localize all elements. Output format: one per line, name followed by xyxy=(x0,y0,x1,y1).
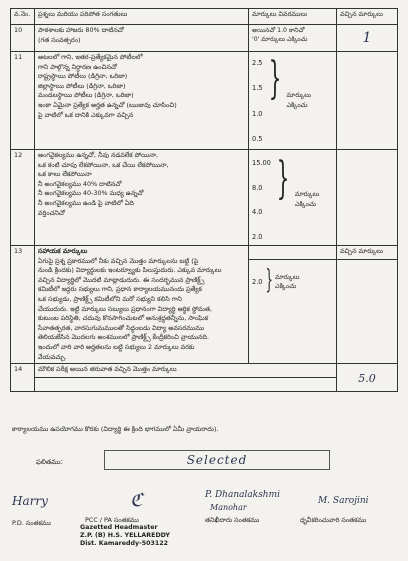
marks-values xyxy=(252,57,263,145)
row-question xyxy=(35,25,249,52)
pcc-signature-mark: ℭ xyxy=(130,490,143,511)
header-obtained: వచ్చిన మార్కులు xyxy=(337,9,398,25)
marks-values xyxy=(252,157,271,243)
obtained-cell xyxy=(337,260,398,364)
stamp-line: Dist. Kamareddy-503122 xyxy=(80,539,169,547)
mark-label: ఎక్కించు xyxy=(294,200,317,208)
question-line: వచ్చిన విద్యార్థిలో మొదటి మాట్లాడుదురు. ఈ సందర్భమున ప్రాణిక్ట్స్ xyxy=(38,275,205,284)
result-label: ఫలితము: xyxy=(36,458,63,466)
question-line: కమిటీలో ఇద్దరు సభ్యులు గాని, ప్రధాన కార్యాలయమునందు ప్రత్యేక xyxy=(38,285,202,294)
header-no: వ.నెం. xyxy=(11,9,35,25)
row-question xyxy=(35,52,249,150)
stamp-line: Z.P. (B) H.S. YELLAREDDY xyxy=(80,531,170,539)
question-line: వేయవచ్చు. xyxy=(38,352,67,361)
question-line: పాఠశాలకు హాజరు 80% దాటినచో xyxy=(38,26,124,34)
obtained-mark: 1 xyxy=(362,30,372,46)
question-line: సేవాతత్పరత, వారసుగుమములతో సిద్ధంబడు విద్యా అవసరముము xyxy=(38,323,205,332)
mark-label: మార్కులు xyxy=(286,91,311,100)
mark-label: ఎక్కించు xyxy=(275,282,297,291)
mark-value: 2.0 xyxy=(252,233,263,242)
office-use-note: కార్యాలయము ఉపయోగము కొరకు (విద్యార్థి ఈ క్రింది భాగములో ఏమీ వ్రాయరాదు). xyxy=(12,425,219,433)
header-marks-detail: మార్కులు వివరములు xyxy=(249,9,337,25)
question-line: ఒక సభ్యుడు, ప్రాణిక్ట్స్ కమిటీలోని మరో సభ్యుని కలిసి గాని xyxy=(38,295,182,304)
officer-label: ధృవీకరించువారి సంతకము xyxy=(300,516,367,524)
mark-value: 0.5 xyxy=(252,135,263,144)
mark-label: మార్కులు xyxy=(294,190,320,199)
row-number: 13 xyxy=(11,246,35,364)
brace-icon: } xyxy=(265,265,273,296)
pcc-label: PCC / PA సంతకము xyxy=(85,516,139,524)
row-marks-detail xyxy=(249,150,337,246)
question-line: అటలలో గాని, ఇతర-ప్రత్యేకమైన పోటీలలో xyxy=(38,53,143,61)
table-row-10 xyxy=(11,25,398,52)
row-number: 10 xyxy=(11,25,35,52)
row-question xyxy=(35,150,249,246)
table-header-row xyxy=(11,9,398,25)
question-line: నీ అంగవైకల్యము ఉండి పై వాటిలో ఏది xyxy=(38,199,134,208)
header-question: ప్రశ్నలు మరియు పరిపోత సంగతులు xyxy=(35,9,249,25)
detail-line: '0' మార్కులు ఎక్కించు xyxy=(252,36,308,44)
question-line: మండలస్థాయి పోటీలు (డిగ్రినా, ఒరిజా) xyxy=(38,91,134,100)
table-row-11 xyxy=(11,52,398,150)
stamp-line: Gazetted Headmaster xyxy=(80,524,158,531)
question-line: తెలియజేసిన మొదలగు అంశములలో ప్రాణిక్ట్స్ కేంద్రీకరించి వ్రాయునది. xyxy=(38,333,210,342)
obtained-cell xyxy=(337,364,398,392)
member-label: తనిఖీదారు సంతకము xyxy=(205,516,260,524)
question-line: గాని పాల్గొన్న నిర్ధారణ ఉంచినచో xyxy=(38,62,118,71)
question-line: ఏగుపై ప్రశ్న ప్రకారములో నీకు వచ్చిన మొత్తం మార్కులను బట్టి (పై xyxy=(38,256,199,265)
question-line: ఇందులో వారి వారి అర్హతలను బట్టి సభ్యులు 2 మార్కులు వరకు xyxy=(38,343,195,352)
table-row-14 xyxy=(11,364,398,378)
question-line: కుటుంబ పరిస్థితి, చదువు కొనసాగించుటలో అనుశ్రద్ధతన్నీను, సాంఘిక xyxy=(38,314,209,323)
row-marks-detail xyxy=(249,260,337,364)
member-signature: P. Dhanalakshmi xyxy=(205,490,281,500)
mark-value: 8.0 xyxy=(252,183,263,192)
question-line: మౌలిక పరీక్ష అయిన తరువాత వచ్చిన మొత్తం మార్కులు xyxy=(38,365,177,374)
headmaster-stamp xyxy=(80,524,170,548)
detail-line: అయినచో 1.0 కానిచో xyxy=(252,27,305,34)
result-box xyxy=(104,450,330,470)
obtained-cell xyxy=(337,150,398,246)
question-line: వర్తించనిచో xyxy=(38,208,66,217)
question-line: నుండి క్రిందకు) విద్యార్థులకు ఇంటర్వ్యూకు పిలుస్తుదురు. ఎక్కువ మార్కులు xyxy=(38,266,222,275)
question-line: నీ అంగవైకల్యము 40% దాటినచో xyxy=(38,179,122,188)
total-mark: 5.0 xyxy=(358,372,376,386)
mark-value: 4.0 xyxy=(252,208,263,217)
mark-value: 1.0 xyxy=(252,109,263,118)
table-row-13-header xyxy=(11,246,398,260)
obtained-cell xyxy=(337,52,398,150)
obtained-cell xyxy=(337,25,398,52)
mark-value: 15.00 xyxy=(252,159,271,167)
question-line: ఇంకా ఏమైనా ప్రత్యేక అర్హత ఉన్నచో (ఋజువు చూపించి) xyxy=(38,101,177,110)
officer-signature: M. Sarojini xyxy=(318,496,369,506)
question-line: నీ అంగవైకల్యము 40-30% మధ్య ఉన్నచో xyxy=(38,189,144,198)
question-line: రాష్ట్రస్థాయి పోటీలు (డిగ్రినా, ఒరిజా) xyxy=(38,72,128,81)
pd-signature: Harry xyxy=(12,494,48,508)
obtained-header: వచ్చిన మార్కులు xyxy=(337,246,398,260)
row-marks-detail xyxy=(249,52,337,150)
pd-label: P.D. సంతకము xyxy=(12,519,51,527)
row-number: 11 xyxy=(11,52,35,150)
question-line: జిల్లాస్థాయి పోటీలు (డిగ్రినా, ఒరిజా) xyxy=(38,81,126,90)
marks-values xyxy=(252,267,263,297)
mark-label: ఎక్కించు xyxy=(286,101,308,109)
mark-value: 2.5 xyxy=(252,59,263,67)
question-line: (గత సంవత్సరం) xyxy=(38,35,81,44)
row-number: 14 xyxy=(11,364,35,392)
question-line: పై వాటిలో ఒక దానికి ఎక్కువగా వచ్చిన xyxy=(38,110,134,119)
row-marks-detail-blank xyxy=(249,246,337,260)
row-question xyxy=(35,364,337,378)
brace-icon: } xyxy=(276,153,290,204)
question-line: ఒక కాలు లేకపోయినా xyxy=(38,170,92,179)
blank-cell xyxy=(35,378,337,392)
marks-table xyxy=(10,8,398,392)
question-line: అంగవైకల్యము ఉన్నచో, నీవు నడవలేక పోయినా, xyxy=(38,151,159,159)
row-question xyxy=(35,246,249,364)
question-line: చేయుదురు. ఇట్టి మార్కులు సబ్యులు ప్రధానంగా విద్యార్థి ఆర్థిక స్థోమత, xyxy=(38,304,212,313)
mark-value: 2.0 xyxy=(252,278,263,287)
table-row-12 xyxy=(11,150,398,246)
member-signature-2: Manohar xyxy=(210,503,247,512)
brace-icon: } xyxy=(268,53,281,104)
result-value: Selected xyxy=(186,453,248,467)
row-marks-detail xyxy=(249,25,337,52)
row-number: 12 xyxy=(11,150,35,246)
question-line: ఒక కంటి చూపు లేకపోయినా, ఒక చేయి లేకపోయినా, xyxy=(38,160,169,169)
mark-value: 1.5 xyxy=(252,84,263,93)
mark-label: మార్కులు xyxy=(275,272,300,281)
row-title: సహాయక మార్కులు xyxy=(38,247,88,255)
